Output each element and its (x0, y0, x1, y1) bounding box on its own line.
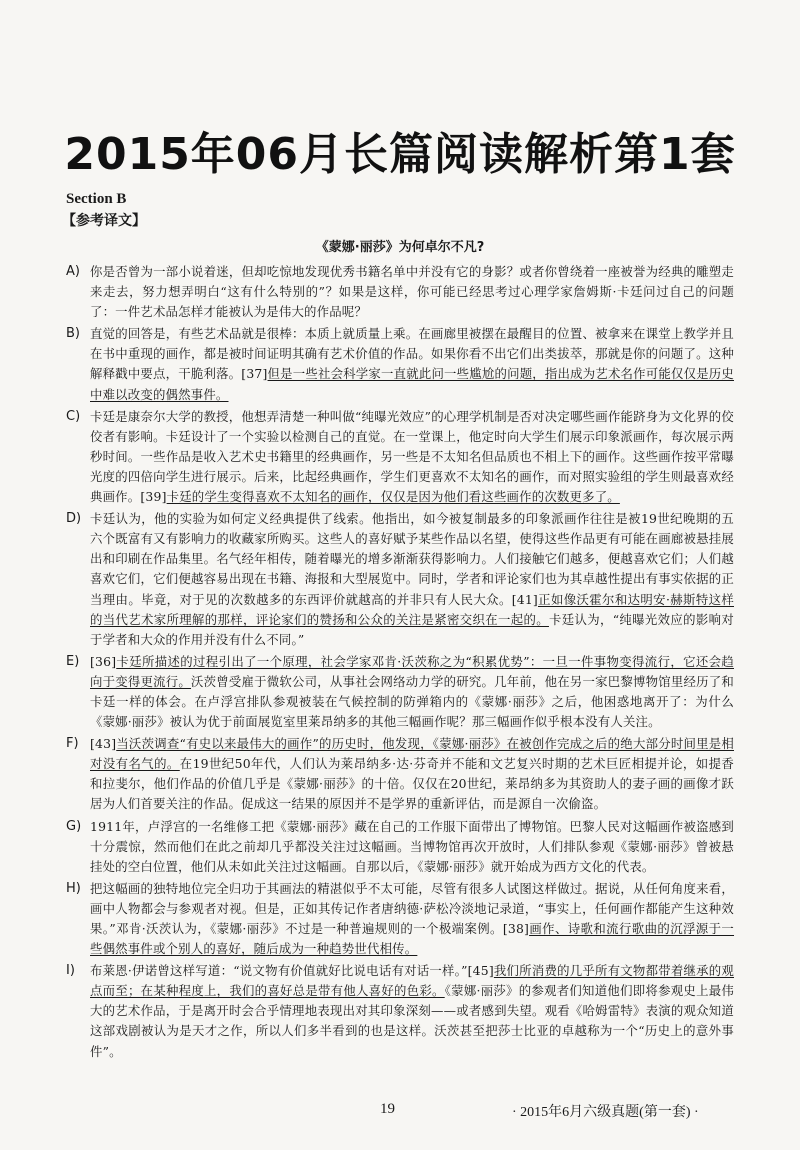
underlined-answer-sentence: 卡廷所描述的过程引出了一个原理，社会学家邓肯·沃茨称之为“积累优势”：一旦一件事物变得流行，它还会趋向于变得更流行。 (90, 653, 734, 689)
text-run: 你是否曾为一部小说着迷，但却吃惊地发现优秀书籍名单中并没有它的身影？或者你曾绕着一座被誉为经典的雕塑走来走去，努力想弄明白“这有什么特别的”？如果是这样，你可能已经思考过心理学家詹姆斯·卡廷问过自己的问题了：一件艺术品怎样才能被认为是伟大的作品呢？ (90, 264, 734, 320)
reference-translation-label: 【参考译文】 (62, 213, 146, 229)
underlined-answer-sentence: 画作、诗歌和流行歌曲的沉浮源于一些偶然事件或个别人的喜好，随后成为一种趋势世代相传。 (90, 921, 735, 957)
paragraph-text (90, 652, 734, 732)
underlined-answer-sentence: 正如像沃霍尔和达明安·赫斯特这样的当代艺术家所理解的那样，评论家们的赞扬和公众的关注是紧密交织在一起的。 (90, 591, 734, 627)
paragraph-text (90, 961, 734, 1061)
underlined-answer-sentence: 我们所消费的几乎所有文物都带着继承的观点而至；在某种程度上，我们的喜好总是带有他人喜好的色彩。 (90, 963, 734, 999)
paragraph-a (66, 262, 734, 322)
text-run: [36] (90, 653, 117, 669)
paragraph-text (90, 817, 734, 877)
paragraph-letter: C) (66, 408, 81, 424)
paragraph-letter: A) (66, 264, 80, 279)
paragraph-letter: H) (66, 880, 81, 896)
paragraph-g (66, 817, 734, 877)
paragraph-letter: G) (66, 818, 82, 834)
paragraph-letter: E) (66, 653, 80, 669)
text-run: 把这幅画的独特地位完全归功于其画法的精湛似乎不太可能，尽管有很多人试图这样做过。据说，从任何角度来看，画中人物都会与参观者对视。但是，正如其传记作者唐纳德·萨松冷淡地记录道，“事实上，任何画作都能产生这种效果。”邓肯·沃茨认为，《蒙娜·丽莎》不过是一种普遍规则的一个极端案例。[38] (90, 880, 734, 936)
paragraph-letter: D) (66, 511, 82, 527)
paragraph-letter: B) (66, 326, 80, 342)
paragraph-e (66, 652, 734, 732)
text-run: 在19世纪50年代，人们认为莱昂纳多·达·芬奇并不能和文艺复兴时期的艺术巨匠相提并论，如提香和拉斐尔，他们作品的价值几乎是《蒙娜·丽莎》的十倍。仅仅在20世纪，莱昂纳多为其资助人的妻子画的画像才跃居为人们首要关注的作品。促成这一结果的原因并不是学界的重新评估，而是源自一次偷盗。 (90, 756, 734, 812)
paragraph-text (90, 324, 734, 404)
paragraph-f (66, 734, 734, 814)
paragraph-text (90, 509, 734, 650)
paragraph-text (90, 879, 734, 959)
underlined-answer-sentence: 卡廷的学生变得喜欢不太知名的画作，仅仅是因为他们看这些画作的次数更多了。 (166, 489, 620, 505)
paragraph-text (90, 262, 734, 322)
text-run: 直觉的回答是，有些艺术品就是很棒：本质上就质量上乘。在画廊里被摆在最醒目的位置、被拿来在课堂上教学并且在书中重现的画作，都是被时间证明其确有艺术价值的作品。如果你看不出它们出类拔萃，那就是你的问题了。这种解释戳中要点，干脆利落。[37] (90, 326, 734, 382)
text-run: 卡廷认为，“纯曝光效应的影响对于学者和大众的作用并没有什么不同。” (90, 611, 734, 647)
text-run: 1911年，卢浮宫的一名维修工把《蒙娜·丽莎》藏在自己的工作服下面带出了博物馆。巴黎人民对这幅画作被盗感到十分震惊，然而他们在此之前却几乎都没关注过这幅画。当博物馆再次开放时，人们排队参观《蒙娜·丽莎》曾被悬挂处的空白位置，他们从未如此关注过这幅画。自那以后，《蒙娜·丽莎》就开始成为西方文化的代表。 (90, 818, 734, 874)
text-run: 卡廷认为，他的实验为如何定义经典提供了线索。他指出，如今被复制最多的印象派画作往往是被19世纪晚期的五六个既富有又有影响力的收藏家所购买。这些人的喜好赋予某些作品以名望，使得这些作品更有可能在画廊被悬挂展出和印刷在作品集里。名气经年相传，随着曝光的增多渐渐获得影响力。人们接触它们越多，便越喜欢它们；人们越喜欢它们，它们便越容易出现在书籍、海报和大型展览中。同时，学者和评论家们也为其卓越性提出有事实依据的正当理由。毕竟，对于见的次数越多的东西评价就越高的并非只有人民大众。[41] (90, 511, 734, 607)
text-run: 《蒙娜·丽莎》的参观者们知道他们即将参观史上最伟大的艺术作品，于是离开时会合乎情理地表现出对其印象深刻——或者感到失望。观看《哈姆雷特》表演的观众知道这部戏剧被认为是天才之作，所以人们多半看到的也是这样。沃茨甚至把莎士比亚的卓越称为一个“历史上的意外事件”。 (90, 983, 734, 1059)
paragraph-h (66, 879, 734, 959)
paragraph-d (66, 509, 734, 650)
text-run: 布莱恩·伊诺曾这样写道：“说文物有价值就好比说电话有对话一样。”[45] (90, 963, 494, 979)
paragraph-text (90, 734, 734, 814)
paragraph-letter: I) (66, 963, 75, 979)
paragraph-letter: F) (66, 736, 79, 752)
page-title: 2015年06月长篇阅读解析第1套 (64, 129, 736, 180)
article-body (66, 262, 734, 1064)
section-label: Section B (66, 191, 127, 207)
footer-source: · 2015年6月六级真题(第一套) · (512, 1105, 699, 1120)
paragraph-i (66, 961, 734, 1061)
underlined-answer-sentence: 当沃茨调查“有史以来最伟大的画作”的历史时，他发现，《蒙娜·丽莎》在被创作完成之后的绝大部分时间里是相对没有名气的。 (90, 736, 734, 772)
article-title: 《蒙娜·丽莎》为何卓尔不凡? (315, 240, 485, 255)
paragraph-b (66, 324, 734, 404)
text-run: 卡廷是康奈尔大学的教授，他想弄清楚一种叫做“纯曝光效应”的心理学机制是否对决定哪些画作能跻身为文化界的佼佼者有影响。卡廷设计了一个实验以检测自己的直觉。在一堂课上，他定时向大学生们展示印象派画作，每次展示两秒时间。一些作品是收入艺术史书籍里的经典画作，另一些是不太知名但品质也不相上下的画作。这些画作按平常曝光度的四倍向学生进行展示。后来，比起经典画作，学生们更喜欢不太知名的画作，而对照实验组的学生则最喜欢经典画作。[39] (90, 408, 734, 505)
underlined-answer-sentence: 但是一些社会科学家一直就此问一些尴尬的问题，指出成为艺术名作可能仅仅是历史中难以改变的偶然事件。 (90, 366, 734, 402)
paragraph-c (66, 407, 734, 507)
text-run: 沃茨曾受雇于微软公司，从事社会网络动力学的研究。几年前，他在另一家巴黎博物馆里经历了和卡廷一样的体会。在卢浮宫排队参观被装在气候控制的防弹箱内的《蒙娜·丽莎》之后，他困惑地离开了：为什么《蒙娜·丽莎》被认为优于前面展览室里莱昂纳多的其他三幅画作呢？那三幅画作似乎根本没有人关注。 (90, 673, 734, 730)
paragraph-text (90, 407, 734, 507)
text-run: [43] (90, 736, 117, 752)
page-number: 19 (380, 1101, 395, 1117)
